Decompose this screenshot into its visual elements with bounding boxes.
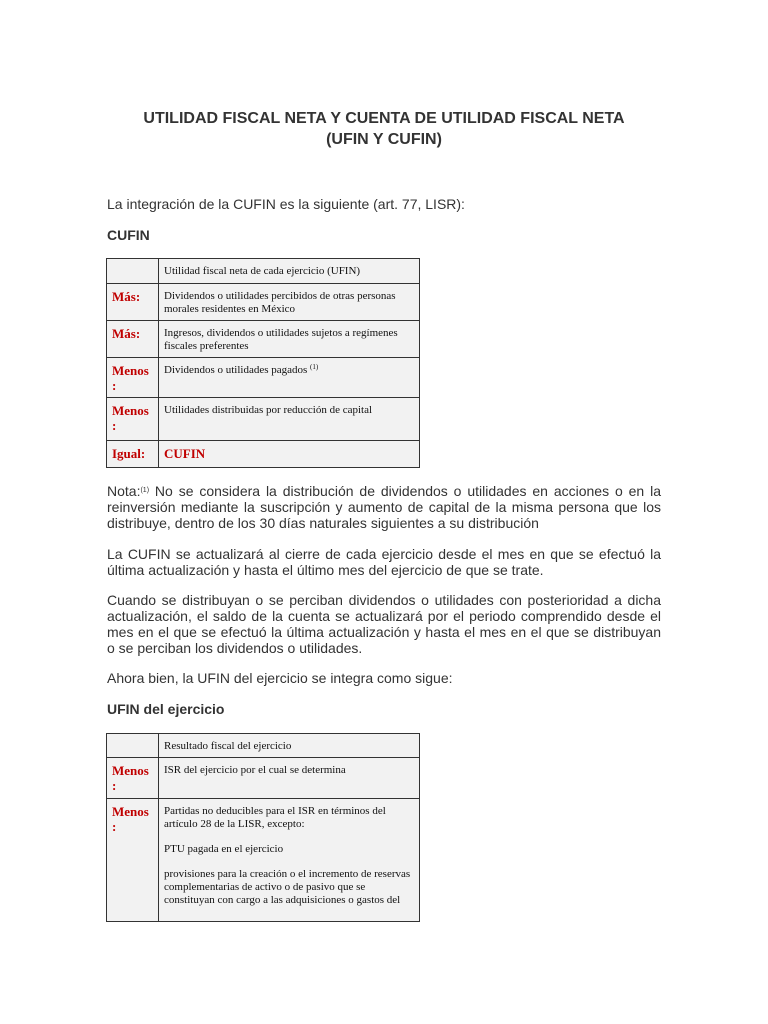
- title-line-1: UTILIDAD FISCAL NETA Y CUENTA DE UTILIDAD FISCAL NETA: [143, 110, 625, 127]
- paragraph-distribucion: Cuando se distribuyan o se perciban dividendos o utilidades con posterioridad a dicha actualización, el saldo de la cuenta se actualizará por el periodo comprendido desde el mes en el que se efectuó la última actualización y hasta el mes en el que se distribuyan o se perciban los dividendos o utilidades.: [107, 592, 661, 656]
- row-label: [107, 259, 159, 284]
- intro-paragraph: La integración de la CUFIN es la siguiente (art. 77, LISR):: [107, 196, 465, 212]
- row-label: [107, 734, 159, 758]
- row-text: [159, 799, 420, 922]
- nota-paragraph: [107, 483, 661, 531]
- table-row: [107, 441, 420, 468]
- cell-paragraph: Partidas no deducibles para el ISR en términos del artículo 28 de la LISR, excepto:: [164, 805, 386, 830]
- row-label: Menos :: [107, 758, 159, 799]
- cell-paragraph: PTU pagada en el ejercicio: [164, 843, 284, 855]
- row-label: Más:: [107, 321, 159, 358]
- table-row: [107, 734, 420, 758]
- cell-paragraph: provisiones para la creación o el incremento de reservas complementarias de activo o de pasivo que se constituyan con cargo a las adquisiciones o gastos del: [164, 868, 411, 906]
- row-text: Utilidad fiscal neta de cada ejercicio (UFIN): [159, 259, 420, 284]
- row-text: Dividendos o utilidades percibidos de otras personas morales residentes en México: [159, 284, 420, 321]
- table-row: [107, 321, 420, 358]
- row-result: CUFIN: [159, 441, 420, 468]
- table-row: [107, 758, 420, 799]
- cufin-heading: CUFIN: [107, 227, 150, 243]
- row-text: [159, 358, 420, 398]
- row-label: Más:: [107, 284, 159, 321]
- cufin-table: [106, 258, 420, 468]
- document-title: [100, 108, 668, 150]
- paragraph-actualizacion: La CUFIN se actualizará al cierre de cada ejercicio desde el mes en que se efectuó la última actualización y hasta el último mes del ejercicio de que se trate.: [107, 546, 661, 578]
- row-text: Ingresos, dividendos o utilidades sujetos a regímenes fiscales preferentes: [159, 321, 420, 358]
- row-text: ISR del ejercicio por el cual se determina: [159, 758, 420, 799]
- footnote-ref: (1): [310, 363, 319, 371]
- footnote-ref: (1): [140, 487, 150, 494]
- row-label: Menos :: [107, 398, 159, 441]
- row-label: Menos :: [107, 799, 159, 922]
- row-text-value: Dividendos o utilidades pagados: [164, 364, 308, 376]
- nota-prefix: Nota:: [107, 483, 141, 499]
- table-row: [107, 284, 420, 321]
- paragraph-ufin-intro: Ahora bien, la UFIN del ejercicio se integra como sigue:: [107, 670, 453, 686]
- nota-text: No se considera la distribución de dividendos o utilidades en acciones o en la reinversión mediante la suscripción y aumento de capital de la misma persona que los distribuye, dentro de los 30 días naturales siguientes a su distribución: [107, 483, 661, 531]
- ufin-table: [106, 733, 420, 922]
- table-row: [107, 259, 420, 284]
- row-text: Utilidades distribuidas por reducción de capital: [159, 398, 420, 441]
- ufin-heading: UFIN del ejercicio: [107, 701, 225, 717]
- title-line-2: (UFIN Y CUFIN): [326, 131, 442, 148]
- row-label: Menos :: [107, 358, 159, 398]
- table-row: [107, 799, 420, 922]
- table-row: [107, 398, 420, 441]
- table-row: [107, 358, 420, 398]
- row-text: Resultado fiscal del ejercicio: [159, 734, 420, 758]
- row-label: Igual:: [107, 441, 159, 468]
